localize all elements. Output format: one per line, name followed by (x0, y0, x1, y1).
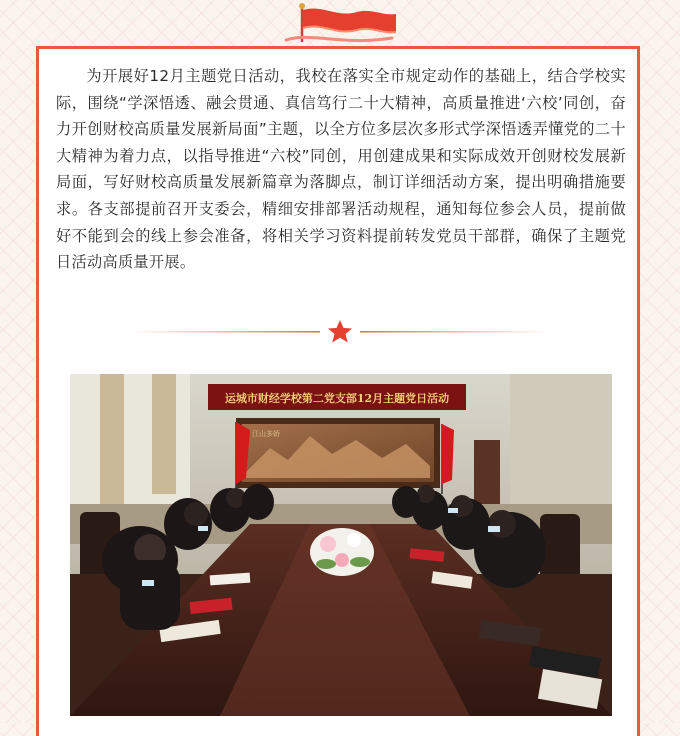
banner-text: 运城市财经学校第二党支部12月主题党日活动 (224, 392, 450, 405)
meeting-photo (70, 374, 612, 716)
red-flag-icon (282, 2, 402, 46)
article-paragraph: 为开展好12月主题党日活动，我校在落实全市规定动作的基础上，结合学校实际，围绕“学深悟透、融会贯通、真信笃行二十大精神，高质量推进‘六校’同创，奋力开创财校高质量发展新局面”主题，以全方位多层次多形式学深悟透弄懂党的二十大精神为着力点，以指导推进“六校”同创，用创建成果和实际成效开创财校发展新局面，写好财校高质量发展新篇章为落脚点，制订详细活动方案，提出明确措施要求。各支部提前召开支委会，精细安排部署活动规程，通知每位参会人员，提前做好不能到会的线上参会准备，将相关学习资料提前转发党员干部群，确保了主题党日活动高质量开展。 (56, 67, 626, 272)
section-divider (120, 318, 560, 346)
star-icon (328, 320, 352, 343)
scroll-text: 江山多娇 (252, 430, 280, 438)
